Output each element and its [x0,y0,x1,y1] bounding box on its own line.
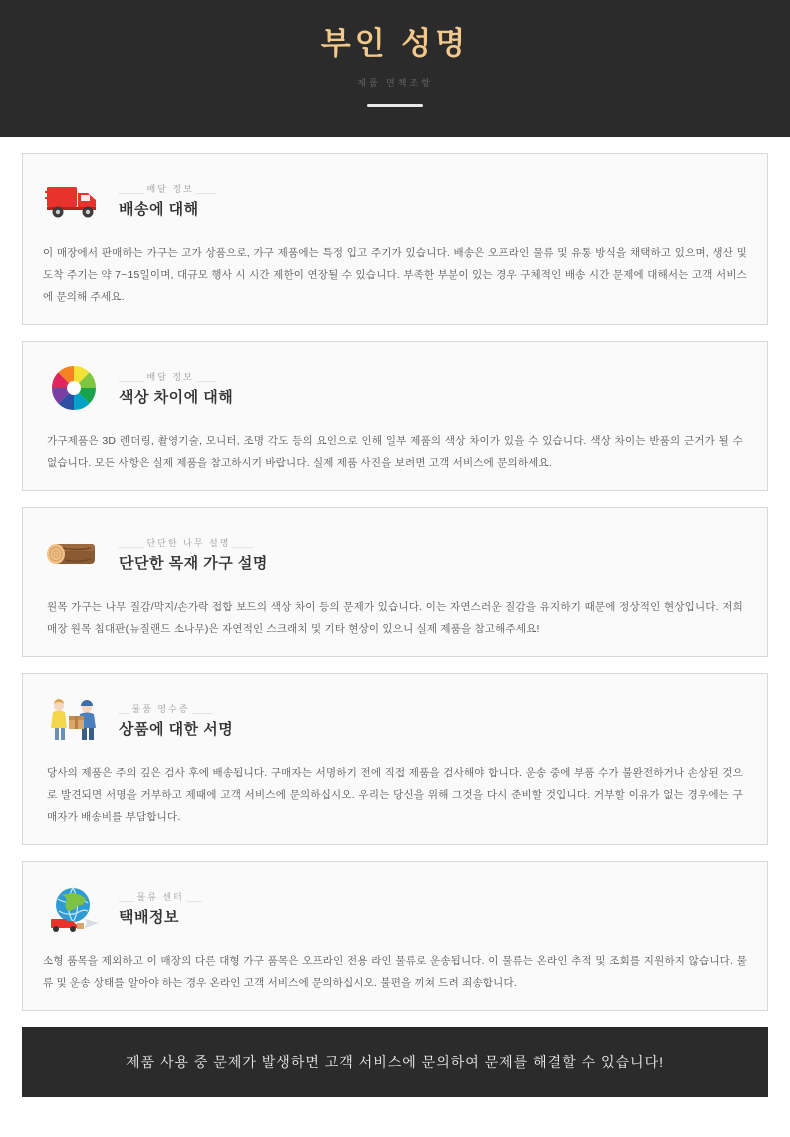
card-title: 색상 차이에 대해 [119,388,234,406]
card-eyebrow: ___ 물류 센터 ___ [119,891,202,902]
page-footer [22,1027,768,1097]
footer-text: 제품 사용 중 문제가 발생하면 고객 서비스에 문의하여 문제를 해결할 수 있습니다! [126,1054,664,1070]
card-title: 배송에 대해 [119,200,199,218]
card-signature [22,673,768,845]
card-titles [119,536,268,573]
card-header [43,880,747,936]
card-titles [119,370,233,407]
page-title: 부인 성명 [320,26,470,61]
parcel-receipt-icon [43,692,105,748]
header-divider [367,104,423,107]
card-title: 상품에 대한 서명 [119,720,234,738]
card-eyebrow: _____ 배달 정보 ____ [119,183,217,194]
card-title: 택배정보 [119,908,179,926]
card-solid-wood [22,507,768,657]
card-header [43,360,747,416]
global-logistics-icon [43,880,105,936]
card-body: 원목 가구는 나무 질감/막지/손가락 접합 보드의 색상 차이 등의 문제가 있습니다. 이는 자연스러운 질감을 유지하기 때문에 정상적인 현상입니다. 저희 매장 원목 침대판(뉴질랜드 소나무)은 자연적인 스크래치 및 기타 현상이 있으니 실제 제품을 참고해주세요! [47,601,743,635]
page-header [0,0,790,137]
card-header [43,172,747,228]
card-eyebrow: __ 물품 영수증 ____ [119,703,213,714]
card-header [43,526,747,582]
cards-container [0,137,790,1011]
card-eyebrow: _____ 배달 정보 ____ [119,371,217,382]
card-titles [119,890,201,927]
card-title: 단단한 목재 가구 설명 [119,554,268,572]
card-body: 소형 품목을 제외하고 이 매장의 다른 대형 가구 품목은 오프라인 전용 라인 물류로 운송됩니다. 이 물류는 온라인 추적 및 조회를 지원하지 않습니다. 물류 및 운송 상태를 알아야 하는 경우 온라인 고객 서비스에 문의하십시오. 불편을 끼쳐 드려 죄송합니다. [43,955,747,989]
page-subtitle: 제품 면책조항 [357,78,433,88]
card-titles [119,182,216,219]
card-eyebrow: _____ 단단한 나무 설명 ____ [119,537,253,548]
card-body: 이 매장에서 판매하는 가구는 고가 상품으로, 가구 제품에는 특정 입고 주기가 있습니다. 배송은 오프라인 물류 및 유통 방식을 채택하고 있으며, 생산 및 도착 주기는 약 7~15일이며, 대규모 행사 시 시간 제한이 연장될 수 있습니다. 부족한 부분이 있는 경우 구체적인 배송 시간 문제에 대해서는 고객 서비스에 문의해 주세요. [43,247,747,303]
card-color-difference [22,341,768,491]
color-wheel-icon [43,360,105,416]
card-body: 가구제품은 3D 렌더링, 촬영기술, 모니터, 조명 각도 등의 요인으로 인해 일부 제품의 색상 차이가 있을 수 있습니다. 색상 차이는 반품의 근거가 될 수 없습니다. 모든 사항은 실제 제품을 참고하시기 바랍니다. 실제 제품 사진을 보려면 고객 서비스에 문의하세요. [47,435,743,469]
card-body: 당사의 제품은 주의 깊은 검사 후에 배송됩니다. 구매자는 서명하기 전에 직접 제품을 검사해야 합니다. 운송 중에 부품 수가 불완전하거나 손상된 것으로 발견되면 서명을 거부하고 제때에 고객 서비스에 문의하십시오. 우리는 당신을 위해 그것을 다시 준비할 것입니다. 거부할 이유가 없는 경우에는 구매자가 배송비를 부담합니다. [47,767,743,823]
card-header [43,692,747,748]
wood-log-icon [43,526,105,582]
card-titles [119,702,233,739]
card-delivery [22,153,768,325]
delivery-truck-icon [43,172,105,228]
card-logistics [22,861,768,1011]
